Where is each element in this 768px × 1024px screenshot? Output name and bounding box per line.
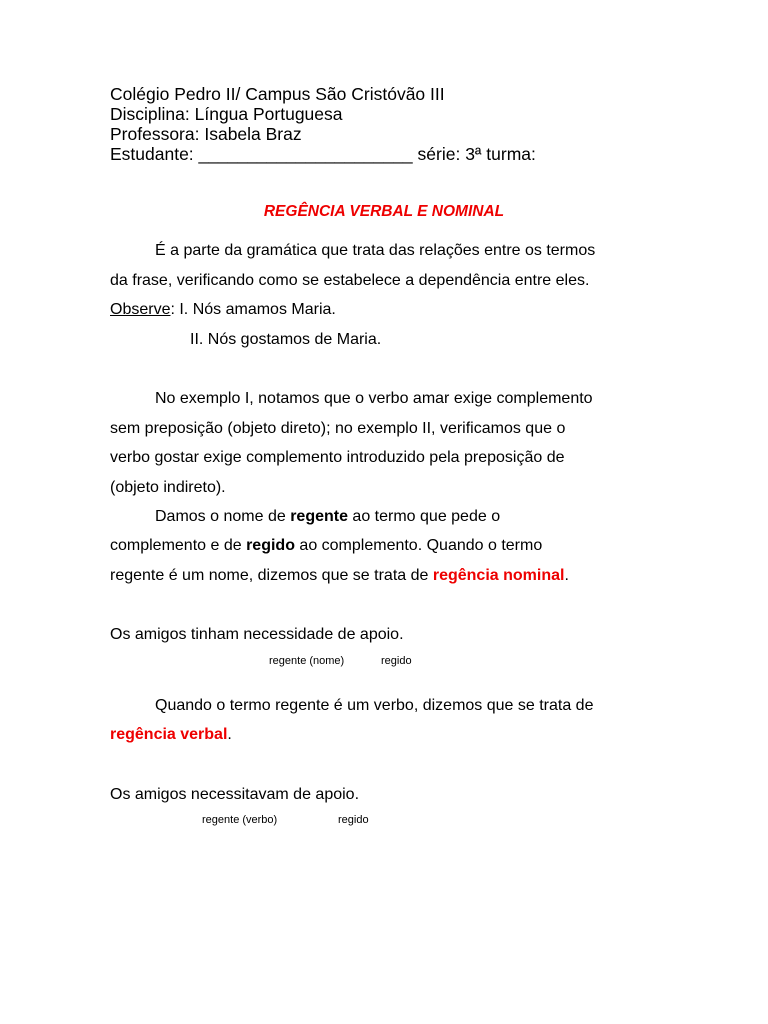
definition-text: .: [227, 726, 232, 743]
discipline-line: Disciplina: Língua Portuguesa: [110, 104, 343, 124]
example-1: : I. Nós amamos Maria.: [170, 301, 336, 318]
definition-text: ao complemento. Quando o termo: [294, 537, 543, 554]
verbal-intro-line-2: [110, 726, 232, 744]
term-regido: regido: [246, 537, 295, 554]
explanation-line-3: verbo gostar exige complemento introduzido pela preposição de: [110, 449, 565, 466]
observe-line: [110, 301, 336, 319]
verbal-regente-label: regente (verbo): [202, 814, 278, 826]
definition-text: regente é um nome, dizemos que se trata de: [110, 567, 433, 584]
nominal-regente-label: regente (nome): [269, 655, 345, 667]
school-line: Colégio Pedro II/ Campus São Cristóvão III: [110, 84, 445, 104]
definition-text: Damos o nome de: [155, 508, 291, 525]
student-name-blank: ______________________: [198, 144, 413, 164]
definition-text: complemento e de: [110, 537, 247, 554]
definition-line-1: [155, 508, 500, 526]
explanation-line-1: No exemplo I, notamos que o verbo amar exige complemento: [155, 390, 593, 407]
document-header: [110, 84, 536, 164]
term-regencia-nominal: regência nominal: [432, 567, 565, 584]
nominal-regido-label: regido: [381, 655, 412, 667]
observe-label: Observe: [110, 301, 171, 318]
nominal-example-sentence: Os amigos tinham necessidade de apoio.: [110, 626, 404, 643]
verbal-regido-label: regido: [338, 814, 369, 826]
definition-line-3: [110, 567, 569, 585]
teacher-line: Professora: Isabela Braz: [110, 124, 302, 144]
definition-line-2: [110, 537, 542, 555]
explanation-line-4: (objeto indireto).: [110, 479, 226, 496]
term-regencia-verbal: regência verbal: [110, 726, 228, 743]
student-label: Estudante:: [110, 144, 194, 164]
explanation-line-2: sem preposição (objeto direto); no exemplo II, verificamos que o: [110, 420, 566, 437]
example-2: II. Nós gostamos de Maria.: [190, 331, 382, 348]
grade-class-label: série: 3ª turma:: [417, 144, 536, 164]
intro-line-2: da frase, verificando como se estabelece a dependência entre eles.: [110, 272, 590, 289]
page-title: REGÊNCIA VERBAL E NOMINAL: [263, 203, 505, 220]
term-regente: regente: [290, 508, 348, 525]
definition-text: .: [564, 567, 569, 584]
verbal-intro-line-1: Quando o termo regente é um verbo, dizemos que se trata de: [155, 697, 594, 714]
intro-line-1: É a parte da gramática que trata das relações entre os termos: [155, 242, 596, 259]
definition-text: ao termo que pede o: [347, 508, 501, 525]
student-line: [110, 144, 536, 164]
verbal-example-sentence: Os amigos necessitavam de apoio.: [110, 786, 360, 803]
